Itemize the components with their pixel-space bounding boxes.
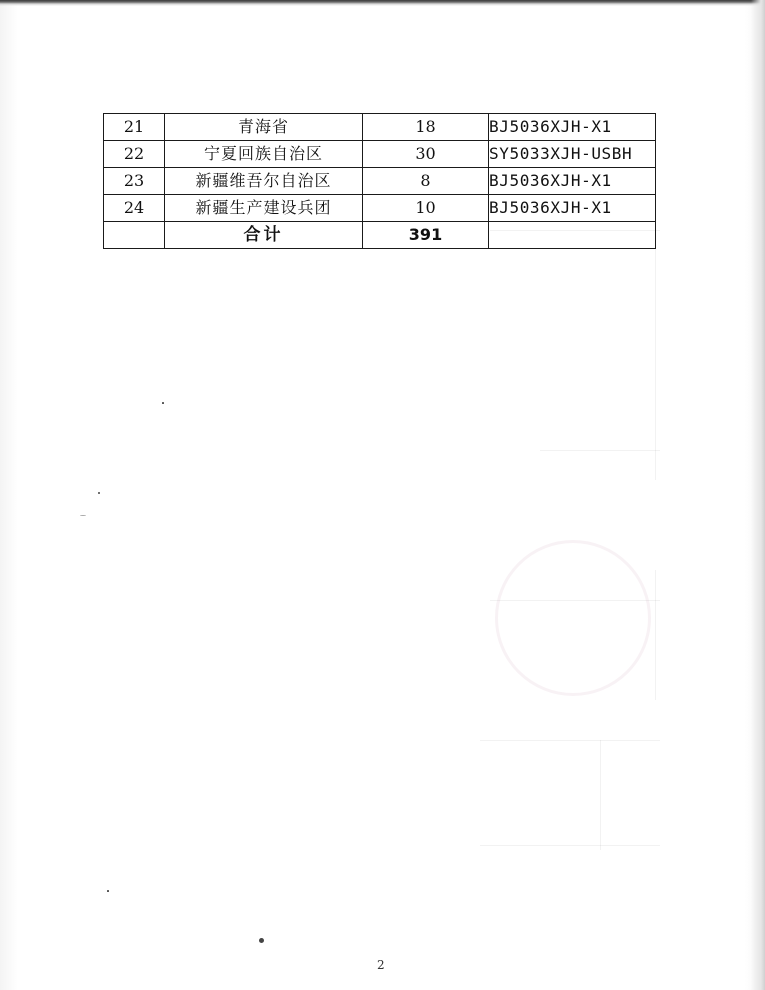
table-row: [104, 195, 656, 222]
scan-speck: [107, 890, 109, 892]
page-top-edge: [0, 0, 765, 6]
row-number: 24: [104, 195, 165, 222]
total-row-number: [104, 222, 165, 249]
total-label: 合计: [165, 222, 363, 249]
table-row: [104, 168, 656, 195]
bleed-through-line: [655, 230, 656, 480]
row-number: 21: [104, 114, 165, 141]
bleed-through-line: [480, 740, 660, 741]
quantity: 18: [363, 114, 489, 141]
row-number: 23: [104, 168, 165, 195]
bleed-through-line: [540, 450, 660, 451]
total-quantity: 391: [363, 222, 489, 249]
quantity: 8: [363, 168, 489, 195]
scan-speck: [259, 938, 264, 943]
table-row: [104, 114, 656, 141]
bleed-through-seal: [495, 540, 651, 696]
vehicle-model: BJ5036XJH-X1: [489, 195, 656, 222]
bleed-through-line: [655, 570, 656, 700]
scan-speck: [98, 492, 100, 494]
total-model: [489, 222, 656, 249]
scan-speck: [162, 402, 164, 404]
total-row: [104, 222, 656, 249]
quantity: 30: [363, 141, 489, 168]
quantity: 10: [363, 195, 489, 222]
row-number: 22: [104, 141, 165, 168]
page-number: 2: [377, 958, 385, 972]
region-name: 新疆维吾尔自治区: [165, 168, 363, 195]
scan-speck: [80, 515, 86, 516]
vehicle-model: BJ5036XJH-X1: [489, 168, 656, 195]
bleed-through-line: [600, 740, 601, 850]
bleed-through-line: [480, 845, 660, 846]
region-name: 宁夏回族自治区: [165, 141, 363, 168]
vehicle-model: SY5033XJH-USBH: [489, 141, 656, 168]
table-row: [104, 141, 656, 168]
region-name: 青海省: [165, 114, 363, 141]
vehicle-allocation-table: [103, 113, 656, 249]
page-right-edge: [751, 0, 765, 990]
vehicle-model: BJ5036XJH-X1: [489, 114, 656, 141]
region-name: 新疆生产建设兵团: [165, 195, 363, 222]
